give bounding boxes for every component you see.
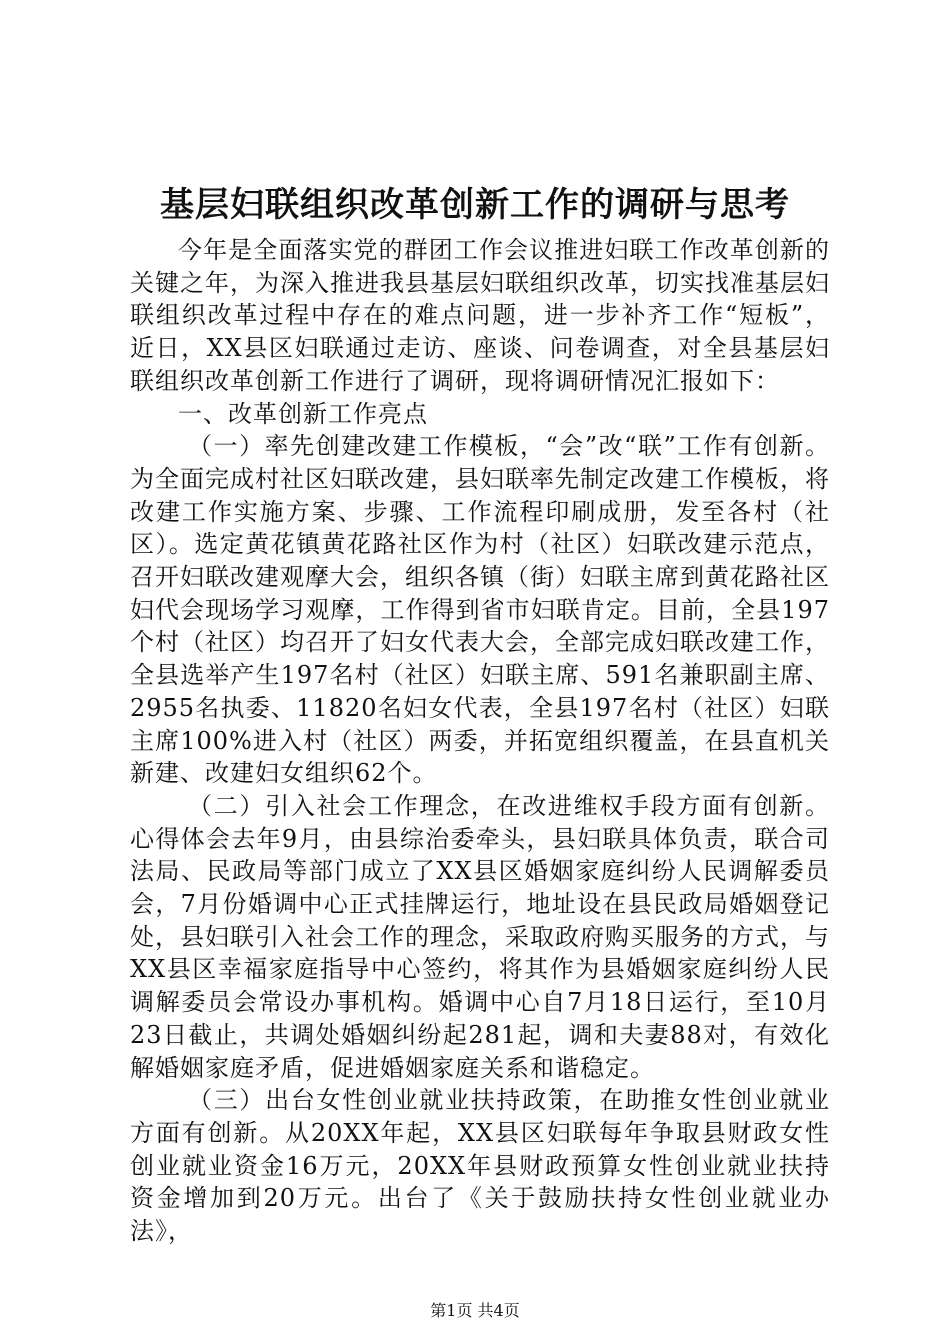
section-heading: 一、改革创新工作亮点	[178, 399, 428, 428]
page-footer: 第1页 共4页	[430, 1301, 520, 1320]
body-paragraph-3: （三）出台女性创业就业扶持政策，在助推女性创业就业方面有创新。从20XX年起，XX县区妇联每年争取县财政女性创业就业资金16万元，20XX年县财政预算女性创业就业扶持资金增加到20万元。出台了《关于鼓励扶持女性创业就业办法》，	[130, 1086, 830, 1246]
document-title: 基层妇联组织改革创新工作的调研与思考	[160, 185, 790, 225]
intro-paragraph: 今年是全面落实党的群团工作会议推进妇联工作改革创新的关键之年，为深入推进我县基层妇联组织改革，切实找准基层妇联组织改革过程中存在的难点问题，进一步补齐工作“短板”，近日，XX县区妇联通过走访、座谈、问卷调查，对全县基层妇联组织改革创新工作进行了调研，现将调研情况汇报如下：	[130, 236, 830, 395]
document-body	[130, 234, 830, 1248]
body-paragraph-2: （二）引入社会工作理念，在改进维权手段方面有创新。心得体会去年9月，由县综治委牵头，县妇联具体负责，联合司法局、民政局等部门成立了XX县区婚姻家庭纠纷人民调解委员会，7月份婚调中心正式挂牌运行，地址设在县民政局婚姻登记处，县妇联引入社会工作的理念，采取政府购买服务的方式，与XX县区幸福家庭指导中心签约，将其作为县婚姻家庭纠纷人民调解委员会常设办事机构。婚调中心自7月18日运行，至10月23日截止，共调处婚姻纠纷起281起，调和夫妻88对，有效化解婚姻家庭矛盾，促进婚姻家庭关系和谐稳定。	[130, 791, 830, 1082]
body-paragraph-1: （一）率先创建改建工作模板，“会”改“联”工作有创新。为全面完成村社区妇联改建，县妇联率先制定改建工作模板，将改建工作实施方案、步骤、工作流程印刷成册，发至各村（社区）。选定黄花镇黄花路社区作为村（社区）妇联改建示范点，召开妇联改建观摩大会，组织各镇（街）妇联主席到黄花路社区妇代会现场学习观摩，工作得到省市妇联肯定。目前，全县197个村（社区）均召开了妇女代表大会，全部完成妇联改建工作，全县选举产生197名村（社区）妇联主席、591名兼职副主席、2955名执委、11820名妇女代表，全县197名村（社区）妇联主席100%进入村（社区）两委，并拓宽组织覆盖，在县直机关新建、改建妇女组织62个。	[130, 432, 830, 788]
